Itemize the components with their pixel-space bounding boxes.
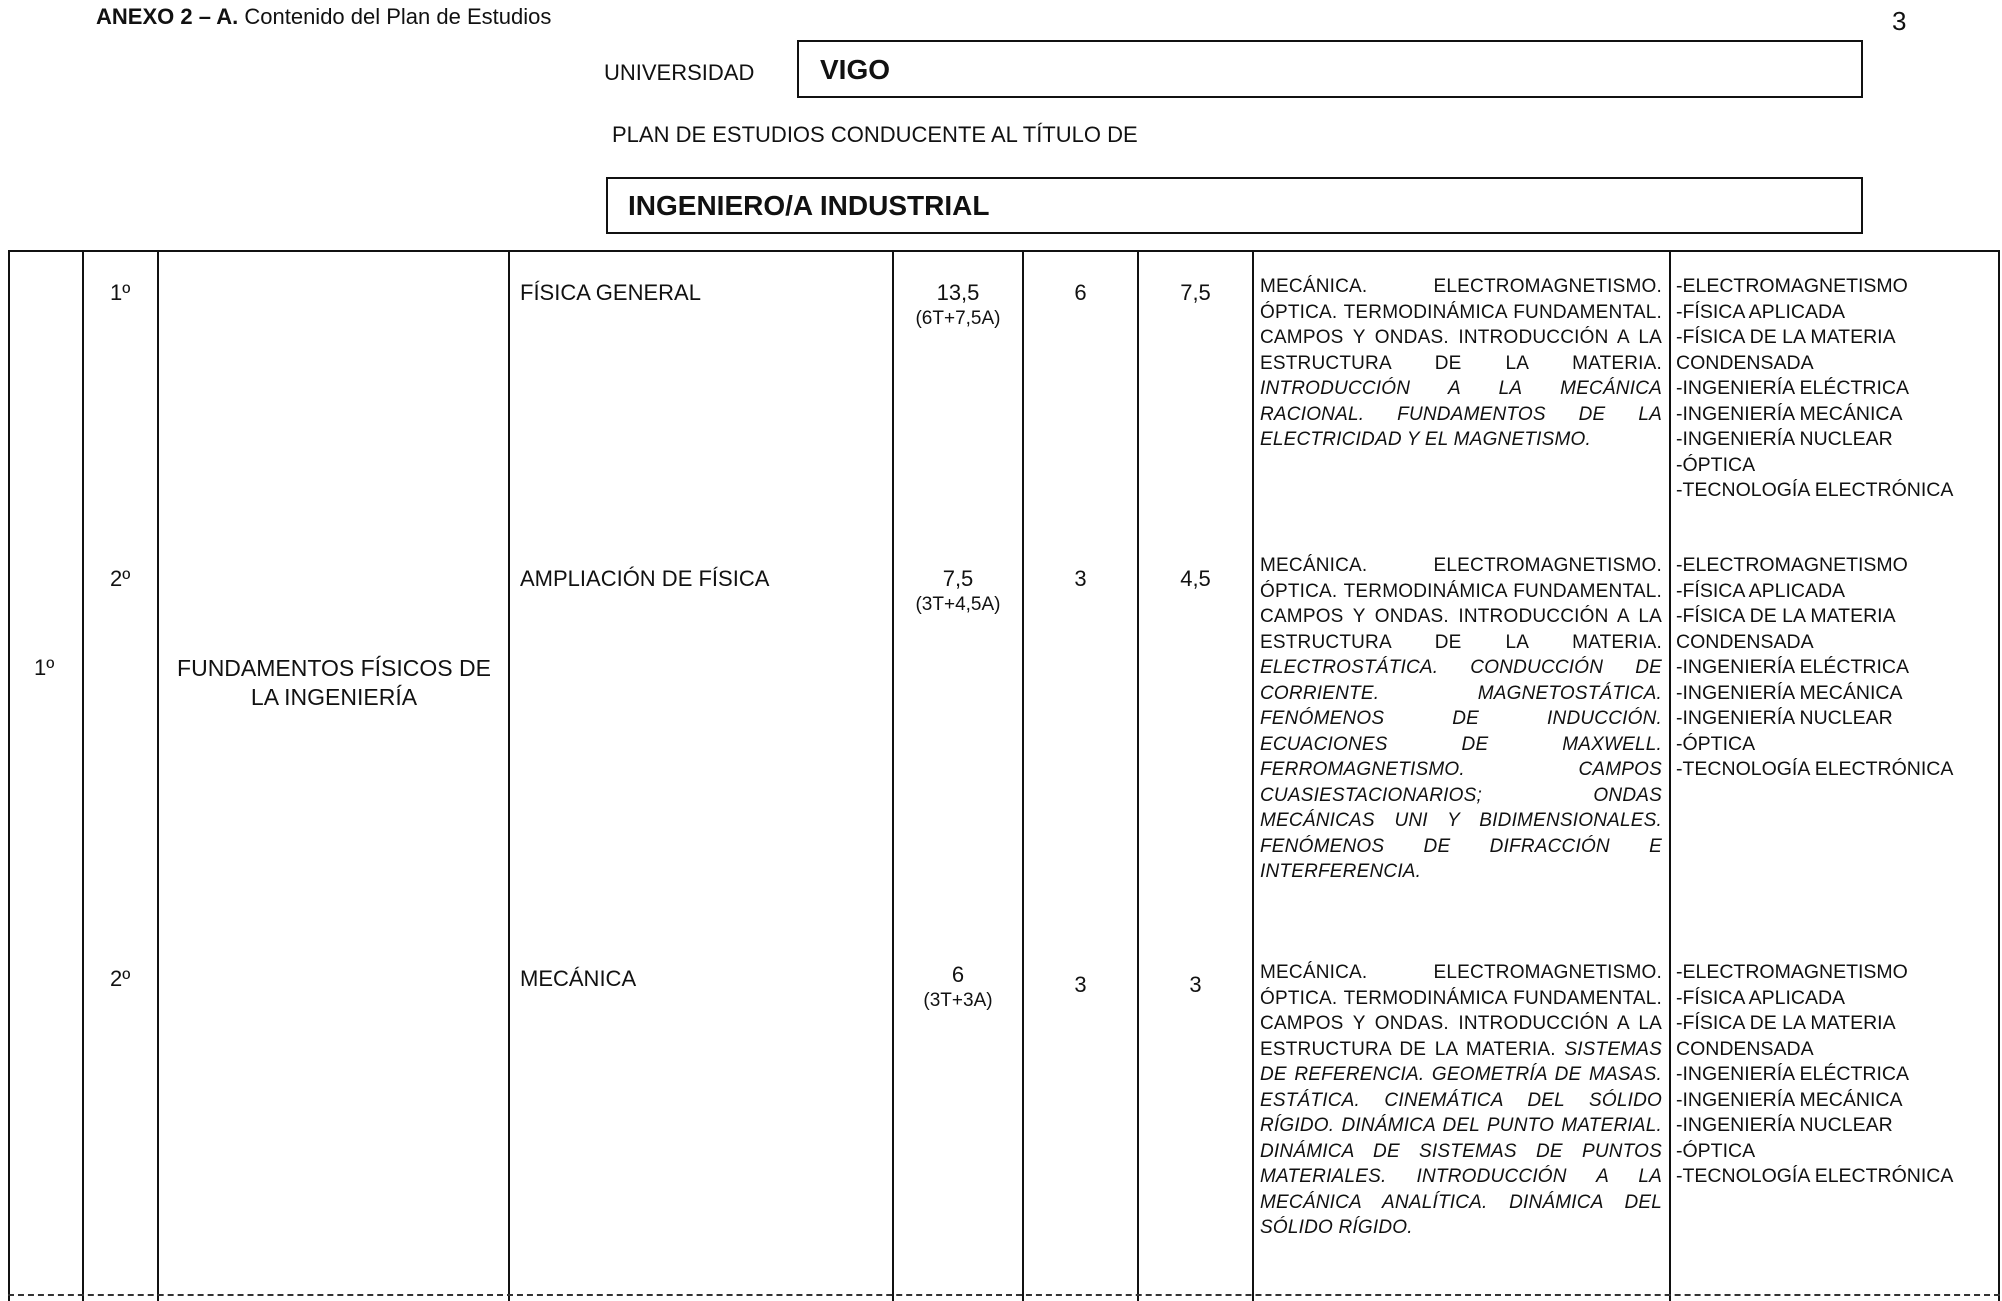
column-divider: [1137, 250, 1139, 1301]
curso-value: 1º: [110, 280, 131, 305]
descriptor-specific: INTRODUCCIÓN A LA MECÁNICA RACIONAL. FUNDAMENTOS DE LA ELECTRICIDAD Y EL MAGNETISMO.: [1260, 378, 1662, 450]
credits-practicos: 4,5: [1180, 566, 1211, 591]
materia-troncal: FUNDAMENTOS FÍSICOS DE LA INGENIERÍA: [177, 655, 491, 710]
university-box: [797, 40, 1863, 98]
curso-value: 2º: [110, 966, 131, 991]
credits-teoricos: 3: [1074, 566, 1087, 591]
column-divider: [1252, 250, 1254, 1301]
column-divider: [508, 250, 510, 1301]
annex-header: [96, 4, 551, 30]
area-item: -TECNOLOGÍA ELECTRÓNICA: [1676, 479, 1954, 501]
credits-breakdown: (3T+4,5A): [915, 594, 1001, 615]
area-item: -INGENIERÍA NUCLEAR: [1676, 1114, 1893, 1136]
credits-teoricos: 6: [1074, 280, 1087, 305]
descriptor-text: [1260, 553, 1662, 885]
area-item: CONDENSADA: [1676, 351, 1814, 374]
descriptor-common: MECÁNICA. ELECTROMAGNETISMO. ÓPTICA. TERMODINÁMICA FUNDAMENTAL. CAMPOS Y ONDAS. INTRODUCCIÓN A LA ESTRUCTURA DE LA MATERIA.: [1260, 962, 1662, 1060]
area-item: -FÍSICA APLICADA: [1676, 300, 1846, 323]
credits-total: 6: [951, 962, 965, 987]
credits-total: 13,5: [936, 280, 980, 305]
column-divider: [1022, 250, 1024, 1301]
area-item: -INGENIERÍA NUCLEAR: [1676, 707, 1893, 729]
area-item: -FÍSICA APLICADA: [1676, 986, 1846, 1009]
descriptor-text: [1260, 960, 1662, 1241]
credits-breakdown: (3T+3A): [923, 990, 993, 1011]
page-number: 3: [1892, 6, 1907, 36]
area-item: -INGENIERÍA ELÉCTRICA: [1676, 377, 1909, 399]
area-item: CONDENSADA: [1676, 630, 1814, 653]
university-label: UNIVERSIDAD: [604, 60, 755, 85]
university-value: VIGO: [820, 54, 891, 85]
area-item: -INGENIERÍA MECÁNICA: [1676, 402, 1903, 425]
area-item: -INGENIERÍA ELÉCTRICA: [1676, 656, 1909, 678]
area-item: -ÓPTICA: [1676, 1139, 1756, 1162]
area-item: -FÍSICA DE LA MATERIA: [1676, 326, 1896, 348]
knowledge-areas: [1676, 553, 1988, 783]
column-divider: [82, 250, 84, 1301]
column-divider: [892, 250, 894, 1301]
descriptor-specific: SISTEMAS DE REFERENCIA. GEOMETRÍA DE MASAS. ESTÁTICA. CINEMÁTICA DEL SÓLIDO RÍGIDO. DINÁMICA DEL PUNTO MATERIAL. DINÁMICA DE SISTEMAS DE PUNTOS MATERIALES. INTRODUCCIÓN A LA MECÁNICA ANALÍTICA. DINÁMICA DEL SÓLIDO RÍGIDO.: [1260, 1038, 1663, 1238]
area-item: -ÓPTICA: [1676, 453, 1756, 476]
asignatura-name: AMPLIACIÓN DE FÍSICA: [520, 566, 770, 591]
area-item: -ELECTROMAGNETISMO: [1676, 554, 1908, 576]
credits-total: 7,5: [942, 566, 974, 591]
asignatura-name: MECÁNICA: [520, 966, 637, 991]
credits-practicos: 7,5: [1180, 280, 1211, 305]
credits-practicos: 3: [1189, 972, 1202, 997]
area-item: -ÓPTICA: [1676, 732, 1756, 755]
descriptor-specific: ELECTROSTÁTICA. CONDUCCIÓN DE CORRIENTE. MAGNETOSTÁTICA. FENÓMENOS DE INDUCCIÓN. ECUACIONES DE MAXWELL. FERROMAGNETISMO. CAMPOS CUASIESTACIONARIOS; ONDAS MECÁNICAS UNI Y BIDIMENSIONALES. FENÓMENOS DE DIFRACCIÓN E INTERFERENCIA.: [1260, 657, 1662, 882]
curso-value: 2º: [110, 566, 131, 591]
credits-breakdown: (6T+7,5A): [915, 308, 1001, 329]
area-item: -TECNOLOGÍA ELECTRÓNICA: [1676, 758, 1954, 780]
degree-value: INGENIERO/A INDUSTRIAL: [628, 190, 990, 221]
asignatura-name: FÍSICA GENERAL: [520, 280, 701, 305]
descriptor-text: [1260, 274, 1662, 453]
descriptor-common: MECÁNICA. ELECTROMAGNETISMO. ÓPTICA. TERMODINÁMICA FUNDAMENTAL. CAMPOS Y ONDAS. INTRODUCCIÓN A LA ESTRUCTURA DE LA MATERIA.: [1260, 276, 1662, 374]
plan-label: PLAN DE ESTUDIOS CONDUCENTE AL TÍTULO DE: [612, 122, 1138, 147]
descriptor-common: MECÁNICA. ELECTROMAGNETISMO. ÓPTICA. TERMODINÁMICA FUNDAMENTAL. CAMPOS Y ONDAS. INTRODUCCIÓN A LA ESTRUCTURA DE LA MATERIA.: [1260, 555, 1662, 653]
area-item: -ELECTROMAGNETISMO: [1676, 275, 1908, 297]
area-item: CONDENSADA: [1676, 1037, 1814, 1060]
annex-label: ANEXO 2 – A.: [96, 4, 239, 29]
area-item: -FÍSICA DE LA MATERIA: [1676, 1012, 1896, 1034]
annex-title: Contenido del Plan de Estudios: [244, 4, 552, 29]
knowledge-areas: [1676, 274, 1988, 504]
area-item: -INGENIERÍA ELÉCTRICA: [1676, 1063, 1909, 1085]
area-item: -INGENIERÍA MECÁNICA: [1676, 681, 1903, 704]
knowledge-areas: [1676, 960, 1988, 1190]
area-item: -TECNOLOGÍA ELECTRÓNICA: [1676, 1165, 1954, 1187]
credits-teoricos: 3: [1074, 972, 1087, 997]
table-bottom-edge: [8, 1294, 2000, 1296]
column-divider: [157, 250, 159, 1301]
area-item: -INGENIERÍA NUCLEAR: [1676, 428, 1893, 450]
ciclo-value: 1º: [34, 655, 55, 680]
area-item: -INGENIERÍA MECÁNICA: [1676, 1088, 1903, 1111]
area-item: -ELECTROMAGNETISMO: [1676, 961, 1908, 983]
column-divider: [1669, 250, 1671, 1301]
area-item: -FÍSICA APLICADA: [1676, 579, 1846, 602]
area-item: -FÍSICA DE LA MATERIA: [1676, 605, 1896, 627]
